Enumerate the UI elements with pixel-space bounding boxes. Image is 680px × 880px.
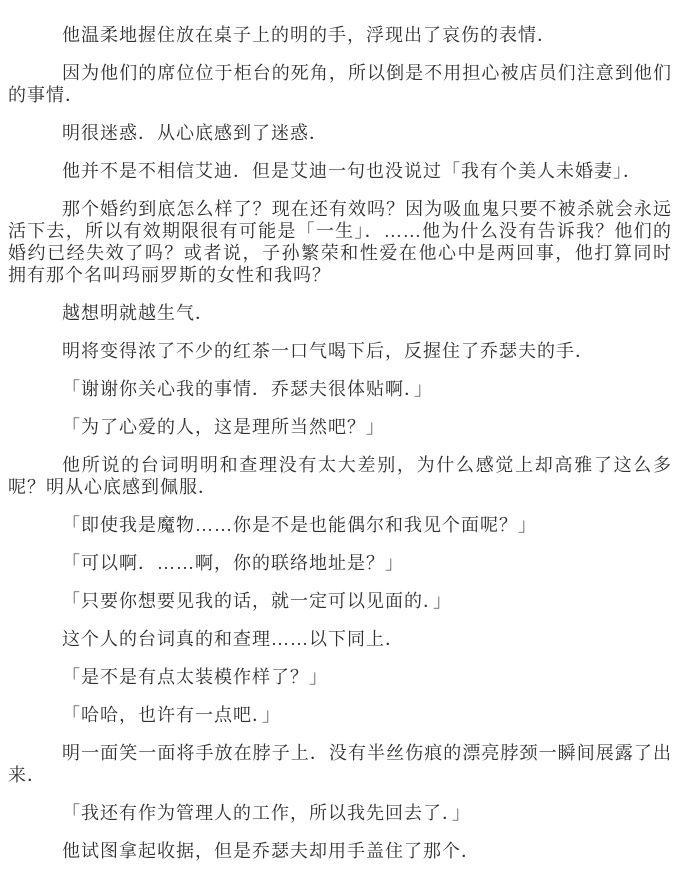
paragraph: 他试图拿起收据，但是乔瑟夫却用手盖住了那个． bbox=[62, 841, 480, 861]
paragraph-dialogue: 「我还有作为管理人的工作，所以我先回去了．」 bbox=[62, 803, 471, 823]
paragraph: 这个人的台词真的和查理……以下同上． bbox=[62, 629, 404, 649]
paragraph-dialogue: 「谢谢你关心我的事情．乔瑟夫很体贴啊．」 bbox=[62, 379, 433, 399]
paragraph: 明很迷惑．从心底感到了迷惑． bbox=[62, 123, 328, 143]
paragraph-dialogue: 「是不是有点太装模作样了？」 bbox=[62, 667, 328, 687]
paragraph-dialogue: 「哈哈，也许有一点吧．」 bbox=[62, 705, 281, 725]
paragraph-dialogue: 「可以啊．……啊，你的联络地址是？」 bbox=[62, 553, 404, 573]
paragraph-dialogue: 「为了心爱的人，这是理所当然吧？」 bbox=[62, 417, 385, 437]
paragraph: 明一面笑一面将手放在脖子上．没有半丝伤痕的漂亮脖颈一瞬间展露了出来． bbox=[8, 743, 672, 785]
paragraph: 他所说的台词明明和查理没有太大差别，为什么感觉上却高雅了这么多呢？明从心底感到佩服． bbox=[8, 455, 672, 497]
paragraph: 那个婚约到底怎么样了？现在还有效吗？因为吸血鬼只要不被杀就会永远活下去，所以有效期限很有可能是「一生」．……他为什么没有告诉我？他们的婚约已经失效了吗？或者说，子孙繁荣和性爱在他心中是两回事，他打算同时拥有那个名叫玛丽罗斯的女性和我吗？ bbox=[8, 199, 672, 285]
paragraph: 明将变得浓了不少的红茶一口气喝下后，反握住了乔瑟夫的手． bbox=[62, 341, 594, 361]
paragraph: 他温柔地握住放在桌子上的明的手，浮现出了哀伤的表情． bbox=[62, 25, 556, 45]
paragraph: 因为他们的席位位于柜台的死角，所以倒是不用担心被店员们注意到他们的事情． bbox=[8, 63, 672, 105]
paragraph-dialogue: 「即使我是魔物……你是不是也能偶尔和我见个面呢？」 bbox=[62, 515, 537, 535]
paragraph: 他并不是不相信艾迪．但是艾迪一句也没说过「我有个美人未婚妻」． bbox=[62, 161, 642, 181]
paragraph: 越想明就越生气． bbox=[62, 303, 214, 323]
paragraph-dialogue: 「只要你想要见我的话，就一定可以见面的．」 bbox=[62, 591, 452, 611]
